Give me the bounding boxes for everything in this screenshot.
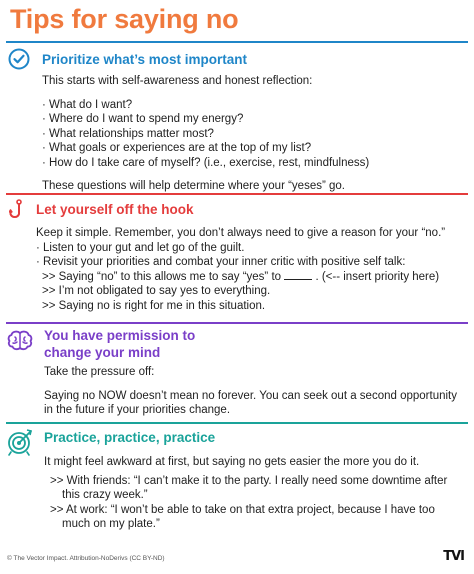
fill-in-blank — [284, 270, 312, 280]
page-title: Tips for saying no — [10, 4, 239, 34]
section-body — [42, 74, 369, 194]
section-heading: Let yourself off the hook — [36, 202, 194, 217]
body-line: This starts with self-awareness and honest reflection: — [42, 75, 313, 87]
bullet-item: · How do I take care of myself? (i.e., exercise, rest, mindfulness) — [42, 156, 370, 169]
section-heading — [44, 327, 195, 361]
section-divider — [6, 193, 468, 195]
bullet-item: · Where do I want to spend my energy? — [42, 113, 244, 125]
bullet-item: · Revisit your priorities and combat your inner critic with positive self talk: — [36, 256, 406, 268]
section-divider — [6, 422, 468, 424]
affirmation-line: >> Saying no is right for me in this situation. — [42, 299, 266, 312]
section-body — [36, 226, 445, 313]
affirmation-text: >> Saying “no” to this allows me to say “yes” to — [42, 270, 282, 283]
example-line: >> At work: “I won’t be able to take on that extra project, because I have too — [50, 503, 435, 516]
example-line: >> With friends: “I can’t make it to the party. I really need some downtime after — [50, 474, 448, 487]
section-body — [44, 365, 457, 418]
example-line: this crazy week.” — [62, 489, 148, 501]
body-line: Saying no NOW doesn’t mean no forever. You can seek out a second opportunity — [44, 389, 457, 402]
body-line: in the future if your priorities change. — [44, 404, 231, 416]
body-line: It might feel awkward at first, but saying no gets easier the more you do it. — [44, 456, 420, 468]
bullet-item: · What relationships matter most? — [42, 127, 214, 140]
copyright-footer: © The Vector Impact. Attribution-NoDerivs (CC BY-ND) — [7, 555, 165, 562]
affirmation-line: >> I’m not obligated to say yes to everything. — [42, 285, 271, 297]
bullet-item: · What do I want? — [42, 98, 133, 111]
section-divider — [6, 41, 468, 43]
heading-line: You have permission to — [44, 328, 196, 343]
example-line: much on my plate.” — [62, 518, 160, 530]
brand-logo: TVI — [443, 549, 464, 564]
fishing-hook-icon — [9, 199, 27, 223]
section-heading: Practice, practice, practice — [44, 430, 216, 445]
bullet-item: · Listen to your gut and let go of the guilt. — [36, 241, 245, 254]
heading-line: change your mind — [44, 345, 161, 360]
target-arrow-icon — [6, 428, 34, 456]
body-line: These questions will help determine where your “yeses” go. — [42, 180, 345, 192]
affirmation-hint: . (<-- insert priority here) — [315, 270, 440, 283]
brain-icon — [7, 330, 33, 352]
checkmark-circle-icon — [8, 48, 30, 70]
body-line: Keep it simple. Remember, you don’t always need to give a reason for your “no.” — [36, 227, 446, 239]
affirmation-line — [36, 270, 445, 285]
section-divider — [6, 322, 468, 324]
body-line: Take the pressure off: — [44, 366, 155, 378]
section-heading: Prioritize what’s most important — [42, 52, 248, 67]
section-body — [44, 455, 447, 532]
bullet-item: · What goals or experiences are at the top of my list? — [42, 142, 312, 154]
